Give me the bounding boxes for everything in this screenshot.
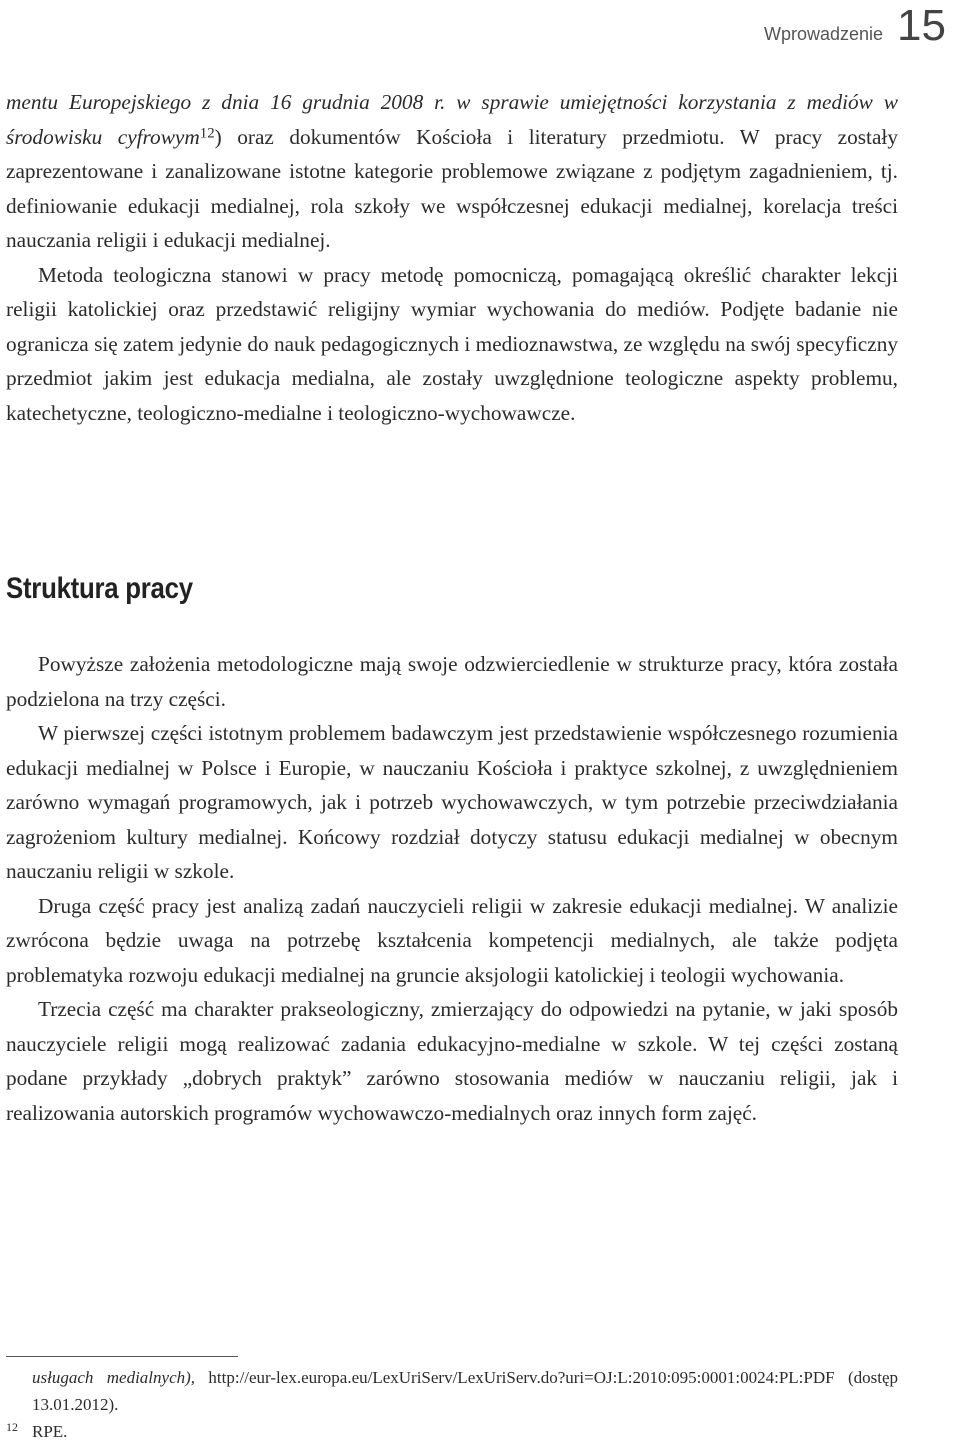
paragraph-structure-intro: Powyższe założenia metodologiczne mają swoje odzwierciedlenie w strukturze pracy, która została podzielona na trzy części. [6, 652, 898, 711]
footnote-number: 12 [6, 1420, 18, 1434]
paragraph-part-one: W pierwszej części istotnym problemem badawczym jest przedstawienie współczesnego rozumienia edukacji medialnej w Polsce i Europie, w nauczaniu Kościoła i praktyce szkolnej, z uwzględnieniem zarówno wymagań programowych, jak i potrzeb wychowawczych, w tym potrzebie przeciwdziałania zagrożeniom kultury medialnej. Końcowy rozdział dotyczy statusu edukacji medialnej w obecnym nauczaniu religii w szkole. [6, 721, 898, 883]
footnote-ref-12[interactable]: 12 [199, 124, 215, 141]
page-number: 15 [897, 1, 946, 50]
paragraph-continued [6, 85, 898, 258]
footnote-12 [6, 1418, 898, 1445]
body-text-block-2 [6, 647, 898, 1130]
footnote-text: RPE. [32, 1422, 68, 1441]
italic-citation: mentu Europejskiego z dnia 16 grudnia 2008 r. w sprawie umiejętności korzystania z mediów w środowisku cyfrowym [6, 90, 898, 149]
footnote-continuation-italic: usługach medialnych), [32, 1368, 196, 1387]
footnotes [6, 1364, 898, 1445]
section-heading: Struktura pracy [6, 572, 193, 605]
paragraph-text: ) oraz dokumentów Kościoła i literatury przedmiotu. W pracy zostały zaprezentowane i zanalizowane istotne kategorie problemowe związane z podjętym zagadnieniem, tj. definiowanie edukacji medialnej, rola szkoły we współczesnej edukacji medialnej, korelacja treści nauczania religii i edukacji medialnej. [6, 124, 898, 252]
body-text-block-1 [6, 85, 898, 430]
paragraph-part-two: Druga część pracy jest analizą zadań nauczycieli religii w zakresie edukacji medialnej. W analizie zwrócona będzie uwaga na potrzebę kształcenia kompetencji medialnych, ale także podjęta problematyka rozwoju edukacji medialnej na gruncie aksjologii katolickiej i teologii wychowania. [6, 893, 898, 987]
footnote-continuation [32, 1364, 898, 1418]
running-header-title: Wprowadzenie [763, 24, 884, 44]
paragraph-part-three: Trzecia część ma charakter prakseologiczny, zmierzający do odpowiedzi na pytanie, w jaki sposób nauczyciele religii mogą realizować zadania edukacyjno-medialne w szkole. W tej części zostaną podane przykłady „dobrych praktyk” zarówno stosowania mediów w nauczaniu religii, jak i realizowania autorskich programów wychowawczo-medialnych oraz innych form zajęć. [6, 997, 898, 1125]
footnote-separator [6, 1356, 238, 1357]
paragraph-method: Metoda teologiczna stanowi w pracy metodę pomocniczą, pomagającą określić charakter lekcji religii katolickiej oraz przedstawić religijny wymiar wychowania do mediów. Podjęte badanie nie ogranicza się zatem jedynie do nauk pedagogicznych i medioznawstwa, ze względu na swój specyficzny przedmiot jakim jest edukacja medialna, ale zostały uwzględnione teologiczne aspekty problemu, katechetyczne, teologiczno-medialne i teologiczno-wychowawcze. [6, 262, 898, 425]
footnote-continuation-link[interactable]: http://eur-lex.europa.eu/LexUriServ/LexUriServ.do?uri=OJ:L:2010:095:0001:0024:PL:PDF (dostęp 13.01.2012). [32, 1368, 899, 1414]
running-header [763, 1, 946, 50]
